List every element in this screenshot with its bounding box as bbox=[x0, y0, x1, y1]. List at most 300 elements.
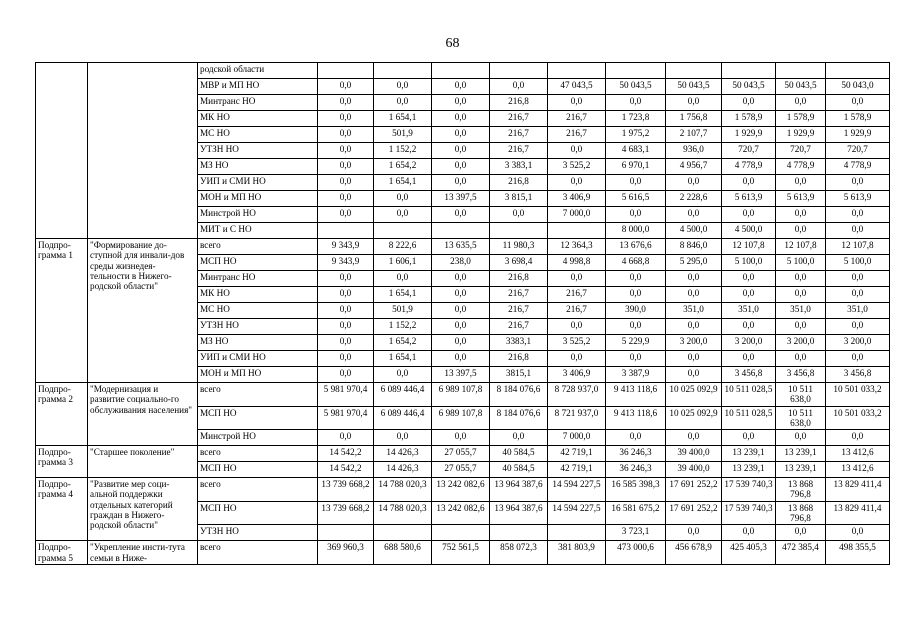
value-cell: 5 613,9 bbox=[776, 191, 826, 207]
value-cell: 12 107,8 bbox=[722, 239, 776, 255]
value-cell: 0,0 bbox=[606, 430, 666, 446]
value-cell: 0,0 bbox=[432, 351, 490, 367]
table-row bbox=[36, 541, 890, 565]
subprogram-title-cell bbox=[88, 63, 198, 239]
value-cell bbox=[374, 223, 432, 239]
value-cell: 13 239,1 bbox=[776, 462, 826, 478]
value-cell: 0,0 bbox=[318, 191, 374, 207]
executor-cell: УТЗН НО bbox=[198, 525, 318, 541]
value-cell bbox=[318, 525, 374, 541]
value-cell: 12 107,8 bbox=[826, 239, 890, 255]
value-cell: 2 107,7 bbox=[666, 127, 722, 143]
value-cell bbox=[374, 63, 432, 79]
subprogram-title-cell: "Старшее поколение" bbox=[88, 446, 198, 478]
value-cell: 0,0 bbox=[374, 207, 432, 223]
value-cell: 50 043,5 bbox=[666, 79, 722, 95]
value-cell: 10 511 028,5 bbox=[722, 383, 776, 407]
value-cell: 0,0 bbox=[606, 271, 666, 287]
value-cell: 0,0 bbox=[548, 271, 606, 287]
value-cell: 0,0 bbox=[826, 207, 890, 223]
value-cell: 0,0 bbox=[722, 95, 776, 111]
executor-cell: МС НО bbox=[198, 303, 318, 319]
value-cell: 1 578,9 bbox=[826, 111, 890, 127]
executor-cell: МС НО bbox=[198, 127, 318, 143]
executor-cell: МК НО bbox=[198, 111, 318, 127]
value-cell: 0,0 bbox=[722, 525, 776, 541]
value-cell: 0,0 bbox=[722, 430, 776, 446]
value-cell: 3 406,9 bbox=[548, 367, 606, 383]
value-cell: 720,7 bbox=[826, 143, 890, 159]
executor-cell: всего bbox=[198, 446, 318, 462]
executor-cell: всего bbox=[198, 478, 318, 502]
value-cell: 0,0 bbox=[826, 430, 890, 446]
value-cell: 8 728 937,0 bbox=[548, 383, 606, 407]
value-cell: 3 200,0 bbox=[666, 335, 722, 351]
value-cell: 0,0 bbox=[722, 287, 776, 303]
value-cell: 0,0 bbox=[432, 127, 490, 143]
subprogram-cell: Подпро-грамма 3 bbox=[36, 446, 88, 478]
value-cell: 0,0 bbox=[666, 319, 722, 335]
value-cell: 13 964 387,6 bbox=[490, 501, 548, 525]
value-cell: 4 778,9 bbox=[826, 159, 890, 175]
value-cell: 0,0 bbox=[432, 111, 490, 127]
value-cell: 1 929,9 bbox=[722, 127, 776, 143]
value-cell: 351,0 bbox=[826, 303, 890, 319]
value-cell: 8 846,0 bbox=[666, 239, 722, 255]
value-cell: 14 594 227,5 bbox=[548, 478, 606, 502]
value-cell: 0,0 bbox=[432, 271, 490, 287]
executor-cell: Минстрой НО bbox=[198, 430, 318, 446]
table-row bbox=[36, 239, 890, 255]
subprogram-cell bbox=[36, 63, 88, 239]
value-cell: 13 635,5 bbox=[432, 239, 490, 255]
value-cell: 216,7 bbox=[548, 127, 606, 143]
subprogram-cell: Подпро-грамма 5 bbox=[36, 541, 88, 565]
value-cell: 0,0 bbox=[318, 319, 374, 335]
value-cell: 0,0 bbox=[776, 95, 826, 111]
value-cell: 1 654,1 bbox=[374, 111, 432, 127]
value-cell: 0,0 bbox=[826, 271, 890, 287]
value-cell: 0,0 bbox=[432, 430, 490, 446]
value-cell: 0,0 bbox=[776, 525, 826, 541]
value-cell: 720,7 bbox=[776, 143, 826, 159]
value-cell: 5 981 970,4 bbox=[318, 383, 374, 407]
value-cell: 0,0 bbox=[490, 207, 548, 223]
subprogram-cell: Подпро-грамма 4 bbox=[36, 478, 88, 541]
value-cell: 858 072,3 bbox=[490, 541, 548, 565]
value-cell: 12 364,3 bbox=[548, 239, 606, 255]
value-cell: 3815,1 bbox=[490, 367, 548, 383]
value-cell: 8 184 076,6 bbox=[490, 383, 548, 407]
value-cell: 0,0 bbox=[318, 367, 374, 383]
value-cell: 13 242 082,6 bbox=[432, 478, 490, 502]
value-cell: 3 200,0 bbox=[826, 335, 890, 351]
value-cell: 0,0 bbox=[666, 367, 722, 383]
executor-cell: УТЗН НО bbox=[198, 143, 318, 159]
value-cell: 39 400,0 bbox=[666, 462, 722, 478]
value-cell: 4 500,0 bbox=[722, 223, 776, 239]
value-cell: 7 000,0 bbox=[548, 207, 606, 223]
value-cell: 1 723,8 bbox=[606, 111, 666, 127]
value-cell: 14 788 020,3 bbox=[374, 478, 432, 502]
value-cell: 13 239,1 bbox=[722, 462, 776, 478]
value-cell: 0,0 bbox=[606, 287, 666, 303]
value-cell: 1 929,9 bbox=[826, 127, 890, 143]
value-cell: 0,0 bbox=[374, 430, 432, 446]
value-cell: 0,0 bbox=[776, 287, 826, 303]
executor-cell: родской области bbox=[198, 63, 318, 79]
value-cell: 9 343,9 bbox=[318, 255, 374, 271]
value-cell: 0,0 bbox=[432, 335, 490, 351]
value-cell: 498 355,5 bbox=[826, 541, 890, 565]
value-cell: 216,8 bbox=[490, 95, 548, 111]
subprogram-title-cell: "Развитие мер соци-альной поддержки отдельных категорий граждан в Нижего-родской области" bbox=[88, 478, 198, 541]
value-cell: 50 043,5 bbox=[606, 79, 666, 95]
value-cell: 0,0 bbox=[548, 95, 606, 111]
executor-cell: УТЗН НО bbox=[198, 319, 318, 335]
value-cell: 13 739 668,2 bbox=[318, 478, 374, 502]
value-cell: 13 412,6 bbox=[826, 446, 890, 462]
value-cell: 0,0 bbox=[318, 271, 374, 287]
value-cell: 4 683,1 bbox=[606, 143, 666, 159]
value-cell: 0,0 bbox=[318, 175, 374, 191]
value-cell: 0,0 bbox=[776, 207, 826, 223]
value-cell: 14 426,3 bbox=[374, 446, 432, 462]
value-cell: 0,0 bbox=[666, 207, 722, 223]
value-cell: 0,0 bbox=[318, 207, 374, 223]
value-cell: 36 246,3 bbox=[606, 462, 666, 478]
executor-cell: МОН и МП НО bbox=[198, 367, 318, 383]
value-cell: 9 343,9 bbox=[318, 239, 374, 255]
value-cell: 16 581 675,2 bbox=[606, 501, 666, 525]
executor-cell: МИТ и С НО bbox=[198, 223, 318, 239]
table-row bbox=[36, 383, 890, 407]
value-cell: 13 676,6 bbox=[606, 239, 666, 255]
value-cell: 0,0 bbox=[318, 95, 374, 111]
value-cell: 0,0 bbox=[826, 525, 890, 541]
value-cell: 216,7 bbox=[490, 111, 548, 127]
executor-cell: УИП и СМИ НО bbox=[198, 351, 318, 367]
value-cell: 216,7 bbox=[548, 111, 606, 127]
subprogram-title-cell: "Формирование до-ступной для инвали-дов среды жизнедея-тельности в Нижего-родской области" bbox=[88, 239, 198, 383]
value-cell: 1 606,1 bbox=[374, 255, 432, 271]
value-cell: 501,9 bbox=[374, 303, 432, 319]
value-cell: 216,7 bbox=[490, 143, 548, 159]
value-cell: 4 956,7 bbox=[666, 159, 722, 175]
value-cell: 0,0 bbox=[548, 351, 606, 367]
value-cell: 3 525,2 bbox=[548, 159, 606, 175]
value-cell: 0,0 bbox=[318, 335, 374, 351]
value-cell bbox=[606, 63, 666, 79]
value-cell: 425 405,3 bbox=[722, 541, 776, 565]
value-cell: 0,0 bbox=[374, 271, 432, 287]
value-cell: 13 868 796,8 bbox=[776, 478, 826, 502]
value-cell bbox=[318, 63, 374, 79]
value-cell: 5 229,9 bbox=[606, 335, 666, 351]
value-cell: 47 043,5 bbox=[548, 79, 606, 95]
value-cell bbox=[432, 223, 490, 239]
value-cell: 13 397,5 bbox=[432, 367, 490, 383]
executor-cell: МЗ НО bbox=[198, 335, 318, 351]
value-cell: 39 400,0 bbox=[666, 446, 722, 462]
value-cell bbox=[722, 63, 776, 79]
executor-cell: МСП НО bbox=[198, 462, 318, 478]
value-cell: 369 960,3 bbox=[318, 541, 374, 565]
value-cell: 17 691 252,2 bbox=[666, 501, 722, 525]
value-cell: 0,0 bbox=[776, 175, 826, 191]
value-cell: 0,0 bbox=[374, 367, 432, 383]
value-cell: 14 542,2 bbox=[318, 446, 374, 462]
value-cell: 0,0 bbox=[606, 95, 666, 111]
value-cell: 8 721 937,0 bbox=[548, 406, 606, 430]
value-cell: 0,0 bbox=[826, 319, 890, 335]
value-cell: 0,0 bbox=[722, 175, 776, 191]
value-cell: 10 025 092,9 bbox=[666, 406, 722, 430]
value-cell: 10 511 638,0 bbox=[776, 383, 826, 407]
value-cell: 5 613,9 bbox=[826, 191, 890, 207]
value-cell: 4 778,9 bbox=[722, 159, 776, 175]
value-cell: 27 055,7 bbox=[432, 462, 490, 478]
value-cell: 0,0 bbox=[776, 319, 826, 335]
value-cell: 8 222,6 bbox=[374, 239, 432, 255]
value-cell: 5 613,9 bbox=[722, 191, 776, 207]
value-cell: 1 152,2 bbox=[374, 319, 432, 335]
value-cell: 0,0 bbox=[722, 271, 776, 287]
subprogram-title-cell: "Модернизация и развитие социально-го обслуживания населения" bbox=[88, 383, 198, 446]
value-cell: 1 654,2 bbox=[374, 335, 432, 351]
value-cell: 14 788 020,3 bbox=[374, 501, 432, 525]
value-cell: 6 089 446,4 bbox=[374, 406, 432, 430]
value-cell: 0,0 bbox=[490, 430, 548, 446]
value-cell: 688 580,6 bbox=[374, 541, 432, 565]
executor-cell: всего bbox=[198, 239, 318, 255]
value-cell: 0,0 bbox=[666, 95, 722, 111]
executor-cell: УИП и СМИ НО bbox=[198, 175, 318, 191]
table-row bbox=[36, 478, 890, 502]
value-cell: 10 501 033,2 bbox=[826, 383, 890, 407]
value-cell: 4 778,9 bbox=[776, 159, 826, 175]
value-cell: 1 654,1 bbox=[374, 287, 432, 303]
value-cell bbox=[490, 525, 548, 541]
value-cell: 0,0 bbox=[432, 95, 490, 111]
value-cell: 0,0 bbox=[432, 287, 490, 303]
value-cell: 40 584,5 bbox=[490, 462, 548, 478]
value-cell: 5 295,0 bbox=[666, 255, 722, 271]
value-cell: 6 989 107,8 bbox=[432, 406, 490, 430]
value-cell: 6 970,1 bbox=[606, 159, 666, 175]
value-cell: 3 698,4 bbox=[490, 255, 548, 271]
value-cell: 3 200,0 bbox=[776, 335, 826, 351]
value-cell: 936,0 bbox=[666, 143, 722, 159]
value-cell: 0,0 bbox=[432, 143, 490, 159]
value-cell: 501,9 bbox=[374, 127, 432, 143]
executor-cell: Минстрой НО bbox=[198, 207, 318, 223]
value-cell: 0,0 bbox=[374, 191, 432, 207]
value-cell: 9 413 118,6 bbox=[606, 383, 666, 407]
value-cell: 0,0 bbox=[374, 79, 432, 95]
subprogram-title-cell: "Укрепление инсти-тута семьи в Ниже- bbox=[88, 541, 198, 565]
value-cell: 3 815,1 bbox=[490, 191, 548, 207]
value-cell: 0,0 bbox=[776, 223, 826, 239]
value-cell: 5 981 970,4 bbox=[318, 406, 374, 430]
value-cell: 5 616,5 bbox=[606, 191, 666, 207]
value-cell: 0,0 bbox=[318, 159, 374, 175]
value-cell: 13 412,6 bbox=[826, 462, 890, 478]
value-cell: 11 980,3 bbox=[490, 239, 548, 255]
value-cell: 216,8 bbox=[490, 271, 548, 287]
value-cell: 36 246,3 bbox=[606, 446, 666, 462]
value-cell: 3 456,8 bbox=[776, 367, 826, 383]
value-cell: 14 426,3 bbox=[374, 462, 432, 478]
value-cell: 0,0 bbox=[666, 287, 722, 303]
value-cell: 12 107,8 bbox=[776, 239, 826, 255]
executor-cell: МЗ НО bbox=[198, 159, 318, 175]
value-cell: 0,0 bbox=[318, 79, 374, 95]
value-cell: 13 829 411,4 bbox=[826, 501, 890, 525]
value-cell: 0,0 bbox=[548, 175, 606, 191]
value-cell: 42 719,1 bbox=[548, 462, 606, 478]
value-cell bbox=[432, 63, 490, 79]
executor-cell: МК НО bbox=[198, 287, 318, 303]
value-cell: 17 539 740,3 bbox=[722, 501, 776, 525]
value-cell: 17 539 740,3 bbox=[722, 478, 776, 502]
value-cell: 2 228,6 bbox=[666, 191, 722, 207]
value-cell: 14 594 227,5 bbox=[548, 501, 606, 525]
value-cell: 0,0 bbox=[722, 319, 776, 335]
value-cell: 13 739 668,2 bbox=[318, 501, 374, 525]
value-cell: 0,0 bbox=[318, 111, 374, 127]
value-cell: 720,7 bbox=[722, 143, 776, 159]
value-cell bbox=[374, 525, 432, 541]
value-cell: 216,8 bbox=[490, 351, 548, 367]
table-row bbox=[36, 446, 890, 462]
value-cell: 752 561,5 bbox=[432, 541, 490, 565]
value-cell: 216,7 bbox=[548, 303, 606, 319]
value-cell: 1 654,1 bbox=[374, 175, 432, 191]
value-cell: 0,0 bbox=[826, 175, 890, 191]
value-cell: 13 964 387,6 bbox=[490, 478, 548, 502]
value-cell: 216,7 bbox=[548, 287, 606, 303]
value-cell: 10 511 028,5 bbox=[722, 406, 776, 430]
value-cell: 0,0 bbox=[666, 525, 722, 541]
value-cell: 3 723,1 bbox=[606, 525, 666, 541]
value-cell: 0,0 bbox=[432, 207, 490, 223]
value-cell: 1 975,2 bbox=[606, 127, 666, 143]
value-cell: 3 525,2 bbox=[548, 335, 606, 351]
value-cell: 13 829 411,4 bbox=[826, 478, 890, 502]
value-cell: 13 242 082,6 bbox=[432, 501, 490, 525]
value-cell: 3 456,8 bbox=[722, 367, 776, 383]
value-cell bbox=[490, 63, 548, 79]
value-cell: 390,0 bbox=[606, 303, 666, 319]
value-cell: 473 000,6 bbox=[606, 541, 666, 565]
value-cell: 5 100,0 bbox=[826, 255, 890, 271]
value-cell: 216,7 bbox=[490, 127, 548, 143]
value-cell: 3383,1 bbox=[490, 335, 548, 351]
value-cell: 0,0 bbox=[666, 175, 722, 191]
value-cell: 0,0 bbox=[606, 319, 666, 335]
value-cell: 3 387,9 bbox=[606, 367, 666, 383]
value-cell bbox=[548, 223, 606, 239]
value-cell: 5 100,0 bbox=[776, 255, 826, 271]
value-cell: 0,0 bbox=[432, 175, 490, 191]
value-cell: 0,0 bbox=[606, 351, 666, 367]
value-cell: 1 152,2 bbox=[374, 143, 432, 159]
value-cell: 3 406,9 bbox=[548, 191, 606, 207]
value-cell: 216,7 bbox=[490, 287, 548, 303]
value-cell: 4 998,8 bbox=[548, 255, 606, 271]
value-cell bbox=[432, 525, 490, 541]
executor-cell: Минтранс НО bbox=[198, 95, 318, 111]
value-cell: 0,0 bbox=[722, 207, 776, 223]
subprogram-cell: Подпро-грамма 1 bbox=[36, 239, 88, 383]
value-cell: 27 055,7 bbox=[432, 446, 490, 462]
executor-cell: МВР и МП НО bbox=[198, 79, 318, 95]
value-cell: 0,0 bbox=[432, 303, 490, 319]
value-cell bbox=[318, 223, 374, 239]
executor-cell: МСП НО bbox=[198, 255, 318, 271]
value-cell bbox=[776, 63, 826, 79]
executor-cell: Минтранс НО bbox=[198, 271, 318, 287]
value-cell: 0,0 bbox=[606, 207, 666, 223]
value-cell: 238,0 bbox=[432, 255, 490, 271]
value-cell: 42 719,1 bbox=[548, 446, 606, 462]
value-cell: 351,0 bbox=[776, 303, 826, 319]
value-cell bbox=[548, 525, 606, 541]
value-cell: 14 542,2 bbox=[318, 462, 374, 478]
value-cell: 0,0 bbox=[776, 351, 826, 367]
value-cell: 6 989 107,8 bbox=[432, 383, 490, 407]
value-cell: 216,7 bbox=[490, 303, 548, 319]
value-cell: 0,0 bbox=[666, 430, 722, 446]
value-cell: 17 691 252,2 bbox=[666, 478, 722, 502]
executor-cell: МСП НО bbox=[198, 406, 318, 430]
value-cell: 50 043,5 bbox=[776, 79, 826, 95]
value-cell bbox=[826, 63, 890, 79]
value-cell: 1 578,9 bbox=[776, 111, 826, 127]
value-cell bbox=[548, 63, 606, 79]
value-cell: 3 200,0 bbox=[722, 335, 776, 351]
value-cell: 10 511 638,0 bbox=[776, 406, 826, 430]
value-cell: 10 501 033,2 bbox=[826, 406, 890, 430]
executor-cell: МСП НО bbox=[198, 501, 318, 525]
page-number: 68 bbox=[445, 36, 460, 51]
value-cell: 216,7 bbox=[490, 319, 548, 335]
value-cell: 351,0 bbox=[666, 303, 722, 319]
table-row bbox=[36, 63, 890, 79]
value-cell: 216,8 bbox=[490, 175, 548, 191]
value-cell: 1 756,8 bbox=[666, 111, 722, 127]
value-cell: 381 803,9 bbox=[548, 541, 606, 565]
value-cell: 13 239,1 bbox=[776, 446, 826, 462]
value-cell: 6 089 446,4 bbox=[374, 383, 432, 407]
value-cell: 0,0 bbox=[318, 351, 374, 367]
value-cell: 0,0 bbox=[776, 430, 826, 446]
value-cell: 5 100,0 bbox=[722, 255, 776, 271]
value-cell: 456 678,9 bbox=[666, 541, 722, 565]
value-cell: 50 043,0 bbox=[826, 79, 890, 95]
value-cell: 1 654,1 bbox=[374, 351, 432, 367]
value-cell: 0,0 bbox=[722, 351, 776, 367]
value-cell: 351,0 bbox=[722, 303, 776, 319]
value-cell: 0,0 bbox=[776, 271, 826, 287]
value-cell: 0,0 bbox=[490, 79, 548, 95]
value-cell: 0,0 bbox=[432, 79, 490, 95]
value-cell: 0,0 bbox=[826, 287, 890, 303]
value-cell: 0,0 bbox=[318, 287, 374, 303]
value-cell: 0,0 bbox=[548, 319, 606, 335]
value-cell: 1 929,9 bbox=[776, 127, 826, 143]
